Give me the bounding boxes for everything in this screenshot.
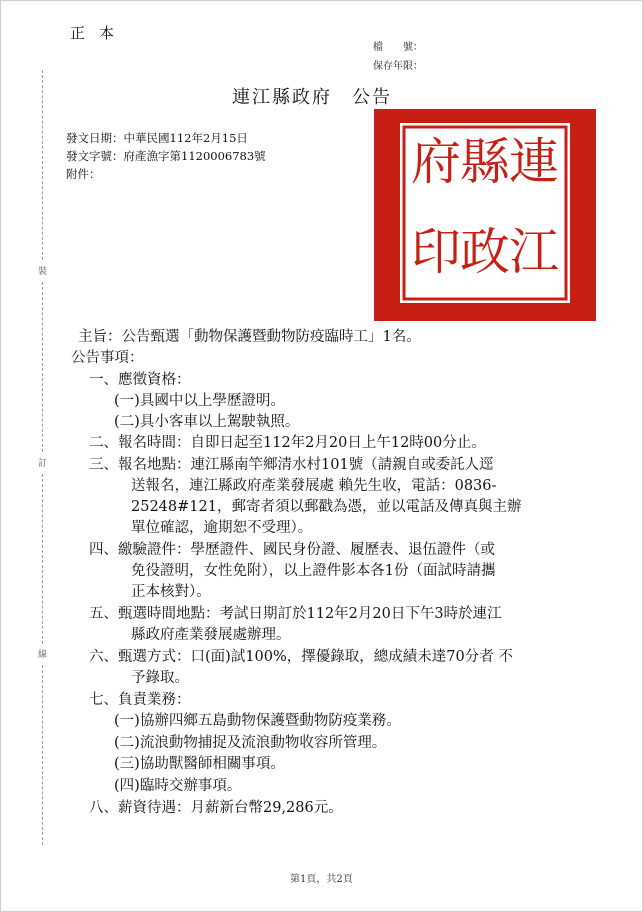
item-1-sub-2: (二)具小客車以上駕駛執照。 [114,414,300,430]
dispatch-number-label: 發文字號： [66,149,124,163]
document-type: 公告 [352,87,392,108]
binding-mark-3: 線 [38,650,48,660]
binding-mark-1: 裝 [38,267,48,277]
retention-label: 保存年限： [373,61,423,72]
official-seal [374,109,596,321]
item-1-sub-1: (一)具國中以上學歷證明。 [114,393,285,409]
items-heading: 公告事項： [71,350,144,366]
svg-text:府: 府 [411,133,461,191]
binding-line [42,665,43,845]
attachment-label: 附件： [66,167,101,181]
item-6-line-1: 六、甄選方式：口(面)試100%，擇優錄取，總成績未達70分者 不 [89,649,513,665]
item-7-sub-1: (一)協辦四鄉五島動物保護暨動物防疫業務。 [114,713,401,729]
svg-text:江: 江 [509,223,559,281]
dispatch-date-value: 中華民國112年2月15日 [123,131,248,145]
binding-mark-2: 訂 [38,459,48,469]
item-4-line-1: 四、繳驗證件：學歷證件、國民身份證、履歷表、退伍證件（或 [89,542,495,558]
item-3-line-1: 三、報名地點：連江縣南竿鄉清水村101號（請親自或委託人逕 [89,457,494,473]
item-7-sub-3: (三)協助獸醫師相關事項。 [114,756,285,772]
item-5-line-2: 縣政府產業發展處辦理。 [131,627,291,643]
item-7-heading: 七、負責業務： [89,692,191,708]
item-3-line-4: 單位確認，逾期恕不受理）。 [131,520,313,536]
dispatch-number-value: 府產漁字第1120006783號 [123,149,266,163]
item-6-line-2: 予錄取。 [131,670,189,686]
item-7-sub-2: (二)流浪動物捕捉及流浪動物收容所管理。 [114,735,387,751]
svg-text:縣: 縣 [460,133,510,191]
item-8: 八、薪資待遇：月薪新台幣29,286元。 [89,800,343,816]
svg-text:政: 政 [460,223,510,281]
binding-line [42,70,43,260]
copy-mark: 正本 [70,24,129,42]
document-title [232,83,392,109]
dispatch-date-label: 發文日期： [66,131,124,145]
item-7-sub-4: (四)臨時交辦事項。 [114,778,242,794]
binding-line [42,474,43,644]
dispatch-date [66,130,248,146]
item-3-line-2: 送報名，連江縣政府產業發展處 賴先生收，電話：0836- [131,478,497,494]
item-2: 二、報名時間：自即日起至112年2月20日上午12時00分止。 [89,435,486,451]
svg-text:連: 連 [509,133,559,191]
file-number-label: 檔 號： [373,42,423,53]
seal-graphic [374,109,596,321]
item-1-heading: 一、應徵資格： [89,372,191,388]
binding-line [42,282,43,452]
dispatch-number [66,148,266,164]
item-5-line-1: 五、甄選時間地點：考試日期訂於112年2月20日下午3時於連江 [89,606,502,622]
issuing-agency: 連江縣政府 [232,87,332,108]
page-number: 第1頁，共2頁 [290,874,353,885]
item-3-line-3: 25248#121，郵寄者須以郵戳為憑，並以電話及傳真與主辦 [131,499,522,515]
svg-text:印: 印 [411,223,461,281]
item-4-line-2: 免役證明，女性免附），以上證件影本各1份（面試時請攜 [131,563,496,579]
item-4-line-3: 正本核對）。 [131,584,211,600]
subject-line: 主旨：公告甄選「動物保護暨動物防疫臨時工」1名。 [78,329,421,345]
